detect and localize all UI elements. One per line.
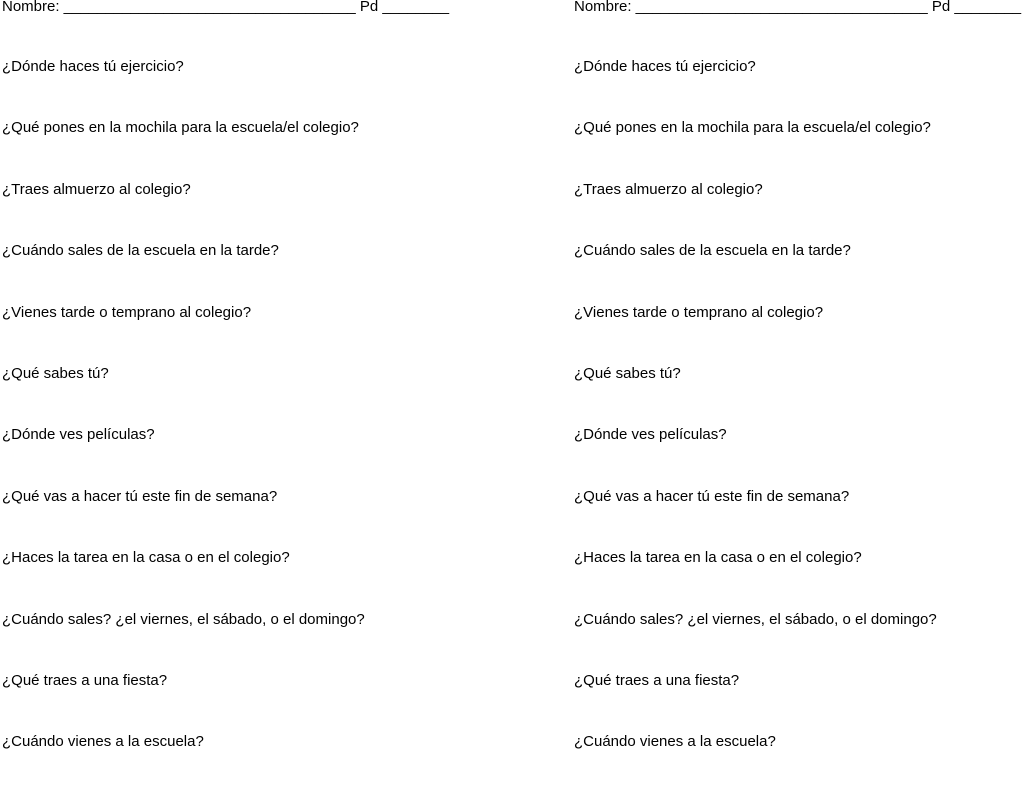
question-item: ¿Dónde ves películas?	[574, 426, 727, 444]
question-item: ¿Traes almuerzo al colegio?	[574, 180, 763, 198]
name-period-line: Nombre: ___________________________________ Pd ________	[574, 0, 1022, 15]
question-item: ¿Haces la tarea en la casa o en el colegio?	[2, 549, 290, 567]
question-item: ¿Qué pones en la mochila para la escuela/el colegio?	[574, 119, 931, 137]
question-item: ¿Cuándo vienes a la escuela?	[2, 733, 204, 751]
question-item: ¿Haces la tarea en la casa o en el colegio?	[574, 549, 862, 567]
question-item: ¿Qué sabes tú?	[574, 364, 681, 382]
question-item: ¿Qué traes a una fiesta?	[2, 671, 168, 689]
question-item: ¿Cuándo sales de la escuela en la tarde?	[2, 242, 279, 260]
question-item: ¿Dónde ves películas?	[2, 426, 155, 444]
question-item: ¿Traes almuerzo al colegio?	[2, 180, 191, 198]
question-item: ¿Qué sabes tú?	[2, 364, 109, 382]
question-item: ¿Dónde haces tú ejercicio?	[574, 58, 756, 75]
question-list	[2, 57, 365, 794]
question-item: ¿Vienes tarde o temprano al colegio?	[574, 303, 824, 321]
worksheet-left	[2, 0, 462, 768]
question-item: ¿Qué traes a una fiesta?	[574, 671, 740, 689]
question-item: ¿Qué pones en la mochila para la escuela/el colegio?	[2, 119, 359, 137]
question-item: ¿Qué vas a hacer tú este fin de semana?	[574, 487, 850, 505]
question-item: ¿Cuándo sales de la escuela en la tarde?	[574, 242, 851, 260]
question-item: ¿Cuándo sales? ¿el viernes, el sábado, o el domingo?	[2, 610, 365, 628]
question-item: ¿Dónde haces tú ejercicio?	[2, 58, 184, 75]
name-period-line: Nombre: ___________________________________ Pd ________	[2, 0, 450, 15]
worksheet-right	[574, 0, 1024, 768]
question-item: ¿Cuándo vienes a la escuela?	[574, 733, 776, 751]
question-item: ¿Qué vas a hacer tú este fin de semana?	[2, 487, 278, 505]
question-list	[574, 57, 937, 794]
question-item: ¿Cuándo sales? ¿el viernes, el sábado, o el domingo?	[574, 610, 937, 628]
question-item: ¿Vienes tarde o temprano al colegio?	[2, 303, 252, 321]
